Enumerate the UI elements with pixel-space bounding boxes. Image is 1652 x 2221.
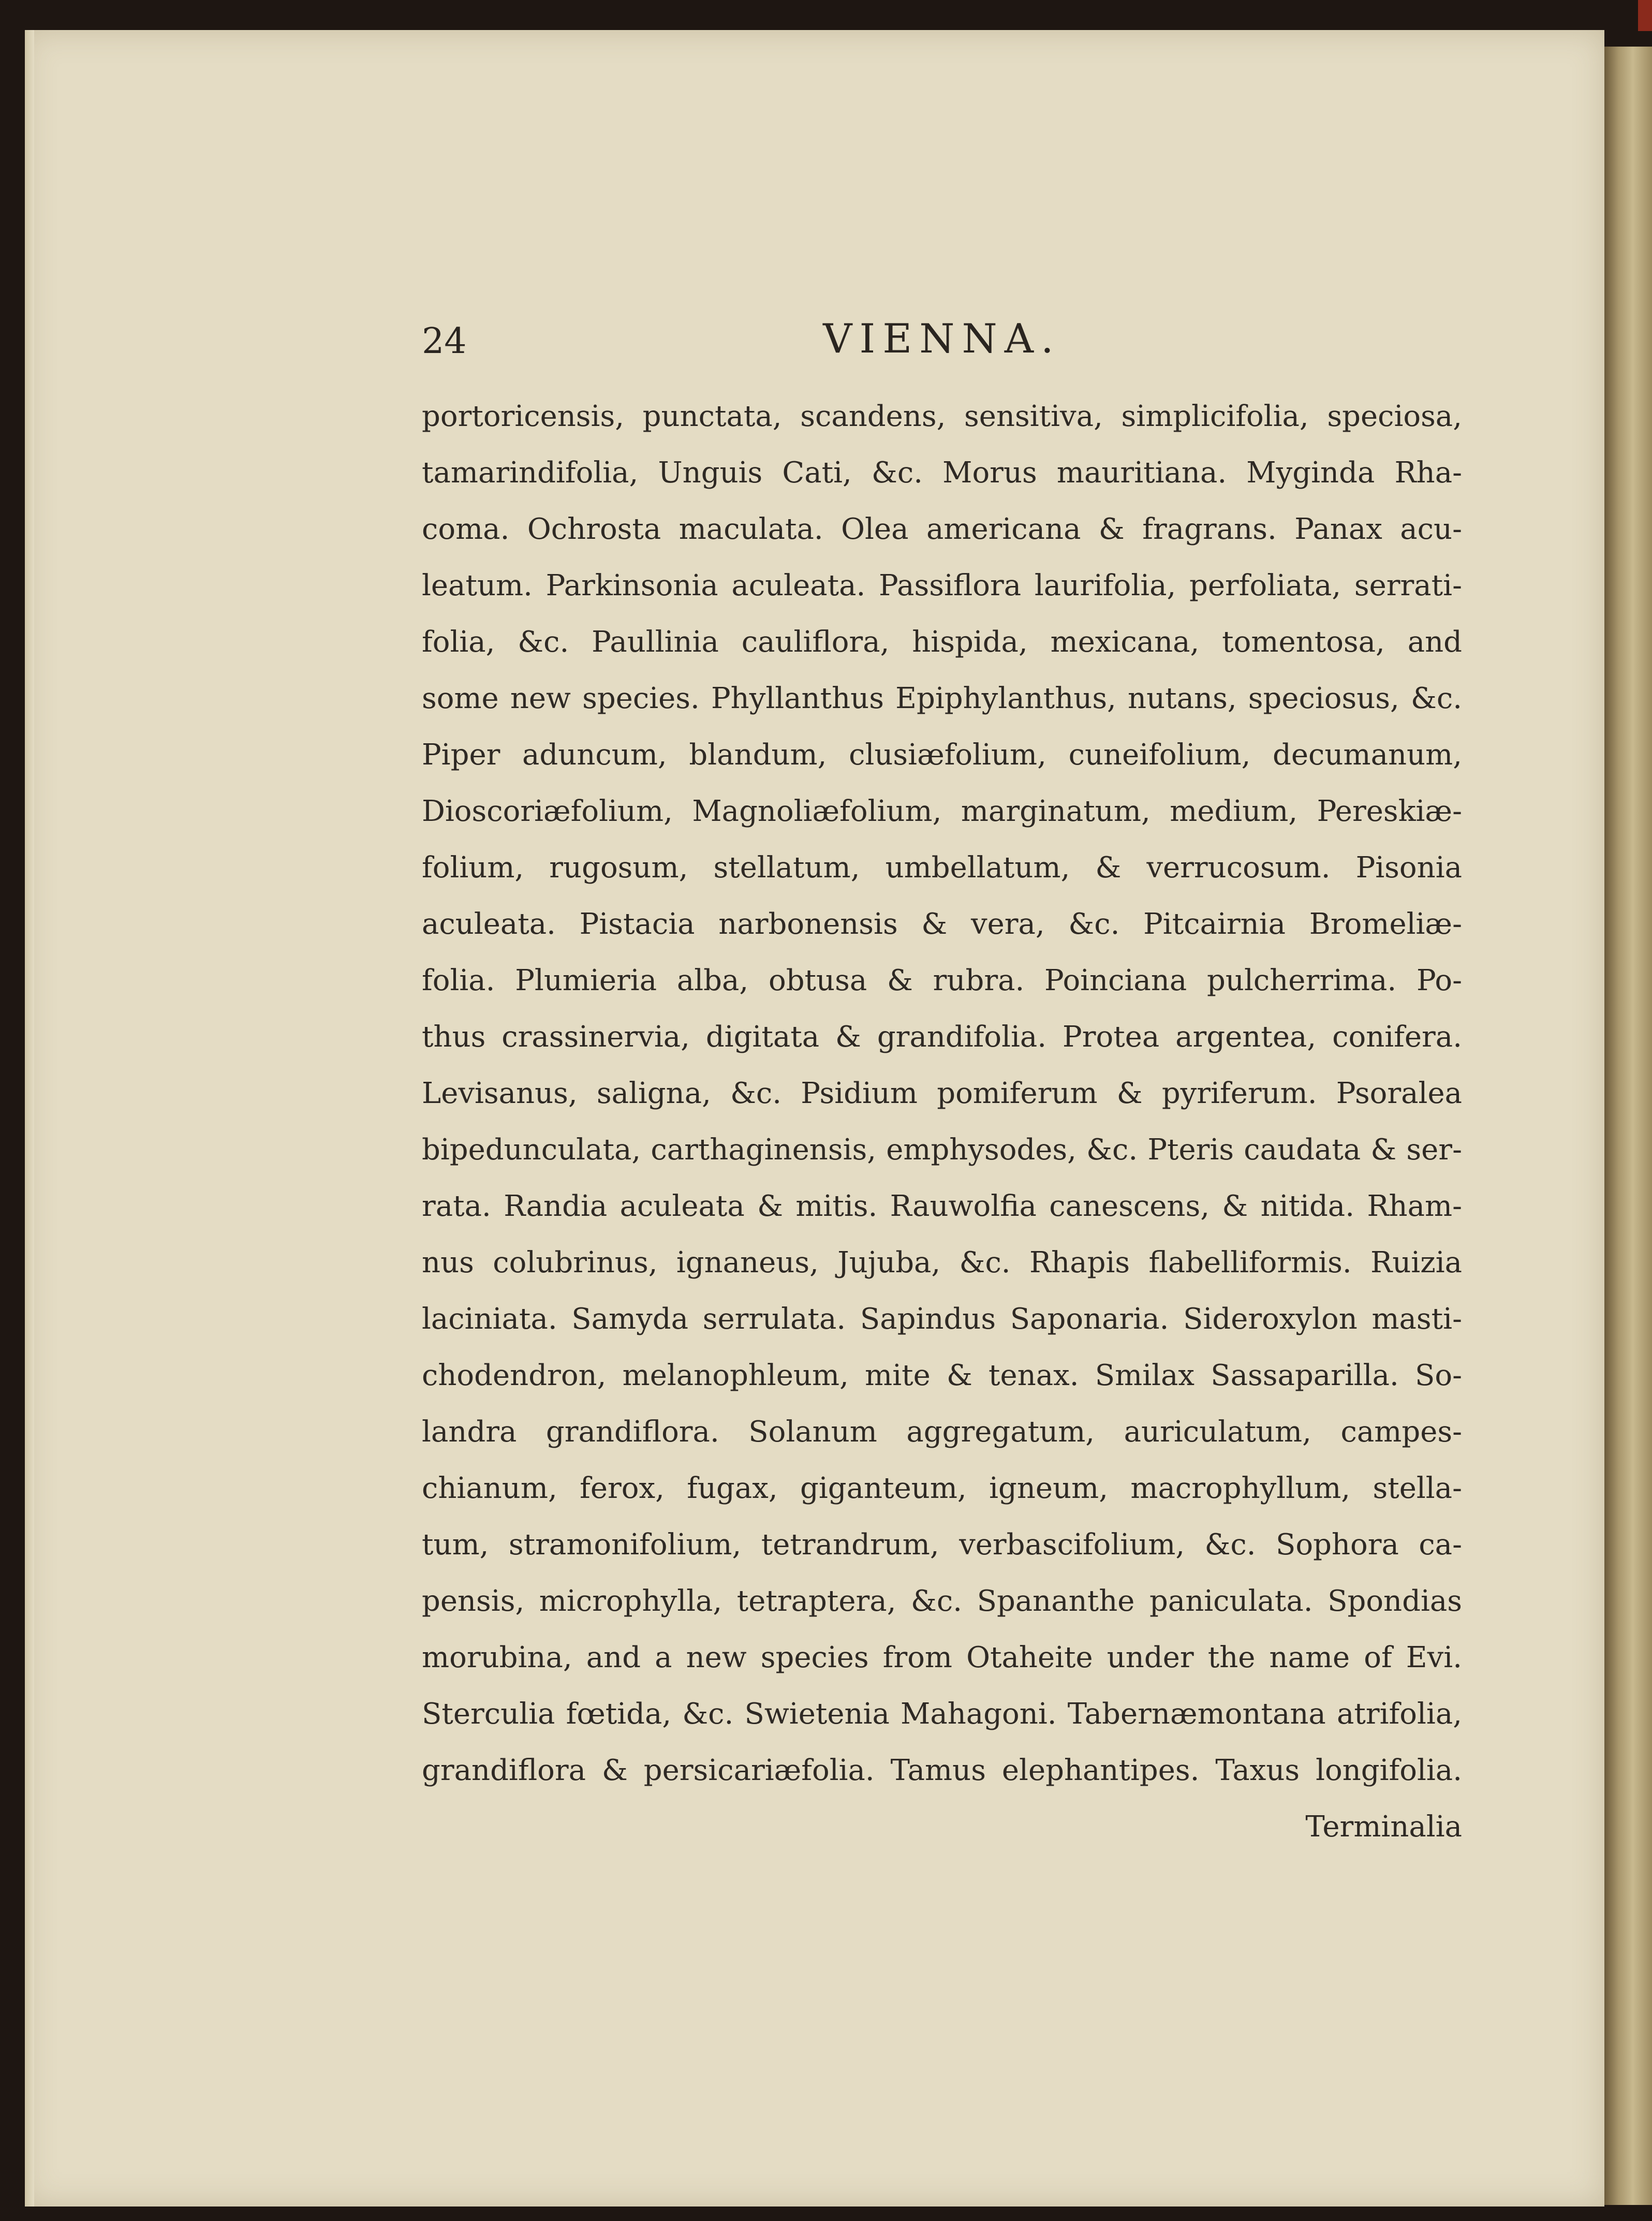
page-number: 24 [422, 321, 467, 362]
text-line: Piper aduncum, blandum, clusiæfolium, cuneifolium, decumanum, [422, 738, 1462, 772]
text-line: Sterculia fœtida, &c. Swietenia Mahagoni. Tabernæmontana atrifolia, [422, 1697, 1462, 1731]
text-line: leatum. Parkinsonia aculeata. Passiflora laurifolia, perfoliata, serrati- [422, 569, 1462, 602]
text-line: laciniata. Samyda serrulata. Sapindus Saponaria. Sideroxylon masti- [422, 1302, 1462, 1336]
adjacent-page-edge [1604, 47, 1652, 2205]
text-line: Levisanus, saligna, &c. Psidium pomiferum & pyriferum. Psoralea [422, 1077, 1462, 1110]
text-line: morubina, and a new species from Otaheite under the name of Evi. [422, 1641, 1462, 1674]
text-line: tamarindifolia, Unguis Cati, &c. Morus mauritiana. Myginda Rha- [422, 456, 1462, 490]
text-line: pensis, microphylla, tetraptera, &c. Spananthe paniculata. Spondias [422, 1584, 1462, 1618]
text-line: bipedunculata, carthaginensis, emphysodes, &c. Pteris caudata & ser- [422, 1133, 1462, 1167]
text-line: nus colubrinus, ignaneus, Jujuba, &c. Rhapis flabelliformis. Ruizia [422, 1246, 1462, 1279]
text-line: folia. Plumieria alba, obtusa & rubra. Poinciana pulcherrima. Po- [422, 964, 1462, 997]
text-line: some new species. Phyllanthus Epiphylanthus, nutans, speciosus, &c. [422, 682, 1462, 715]
text-line: thus crassinervia, digitata & grandifolia. Protea argentea, conifera. [422, 1020, 1462, 1054]
text-line: folia, &c. Paullinia cauliflora, hispida, mexicana, tomentosa, and [422, 625, 1462, 659]
text-line: chianum, ferox, fugax, giganteum, igneum, macrophyllum, stella- [422, 1472, 1462, 1505]
catchword: Terminalia [1305, 1810, 1462, 1844]
text-line: grandiflora & persicariæfolia. Tamus elephantipes. Taxus longifolia. [422, 1754, 1462, 1787]
running-title: VIENNA. [823, 316, 1061, 362]
text-line: Dioscoriæfolium, Magnoliæfolium, marginatum, medium, Pereskiæ- [422, 795, 1462, 828]
text-line: folium, rugosum, stellatum, umbellatum, & verrucosum. Pisonia [422, 851, 1462, 885]
page-gutter-shadow [25, 30, 34, 2207]
next-page-edge-strip [1638, 0, 1652, 31]
text-line: aculeata. Pistacia narbonensis & vera, &c. Pitcairnia Bromeliæ- [422, 907, 1462, 941]
text-line: tum, stramonifolium, tetrandrum, verbascifolium, &c. Sophora ca- [422, 1528, 1462, 1562]
text-line: rata. Randia aculeata & mitis. Rauwolfia canescens, & nitida. Rham- [422, 1189, 1462, 1223]
text-line: landra grandiflora. Solanum aggregatum, auriculatum, campes- [422, 1415, 1462, 1449]
text-line: coma. Ochrosta maculata. Olea americana & fragrans. Panax acu- [422, 512, 1462, 546]
page-header [422, 311, 1462, 367]
body-text [422, 388, 1462, 1855]
text-line: portoricensis, punctata, scandens, sensitiva, simplicifolia, speciosa, [422, 400, 1462, 433]
text-line: chodendron, melanophleum, mite & tenax. Smilax Sassaparilla. So- [422, 1359, 1462, 1392]
